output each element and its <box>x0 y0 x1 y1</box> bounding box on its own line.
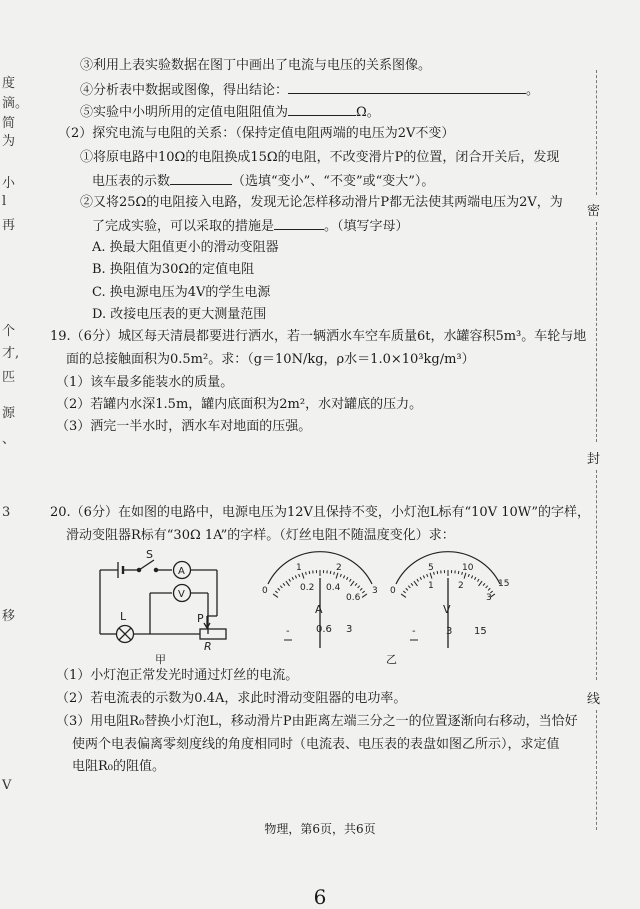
meter-tick <box>408 586 410 588</box>
ammeter-tick-label: 0.4 <box>326 583 341 593</box>
q20-sub-3a: （3）用电阻R₀替换小灯泡L，移动滑片P由距离左端三分之一的位置逐渐向右移动，当恰好 <box>56 714 578 730</box>
label-v: V <box>178 589 185 600</box>
q20-sub-3b: 使两个电表偏离零刻度线的角度相同时（电流表、电压表的表盘如图乙所示），求定值 <box>72 737 560 753</box>
edge-char: 源 <box>2 402 15 421</box>
meter-tick <box>283 583 285 585</box>
meter-tick <box>437 571 438 574</box>
meter-tick <box>343 576 344 579</box>
meter-tick <box>289 579 291 582</box>
q18-line-5 <box>80 103 380 121</box>
edge-char: V <box>2 778 11 793</box>
q19-sub-2: （2）若罐内水深1.5m，罐内底面积为2m²，水对罐底的压力。 <box>56 397 422 413</box>
binding-dashed-line <box>596 222 597 442</box>
meter-tick <box>414 581 418 586</box>
meter-tick <box>309 571 310 574</box>
label-l: L <box>120 610 127 623</box>
voltmeter-tick-label: 10 <box>462 563 474 573</box>
figure <box>90 548 530 666</box>
edge-char: 3 <box>2 505 10 520</box>
voltmeter-dial <box>386 552 509 666</box>
meter-tick <box>334 572 335 575</box>
meter-tick <box>336 573 338 579</box>
rheostat-symbol <box>200 629 226 639</box>
meter-tick <box>477 579 479 582</box>
q18-part-2-2b-text: 了完成实验，可以采取的措施是 <box>92 219 274 234</box>
meter-tick <box>340 574 341 577</box>
page-number: 6 <box>0 885 640 909</box>
meter-tick <box>355 583 357 585</box>
meter-tick <box>362 594 367 598</box>
q19-sub-1: （1）该车最多能装水的质量。 <box>56 375 233 391</box>
meter-tick <box>488 588 490 590</box>
voltmeter-terminal: 3 <box>446 626 452 637</box>
ammeter-tick-label: 0 <box>262 586 268 596</box>
q20-line-2: 滑动变阻器R标有“30Ω 1A”的字样。（灯丝电阻不随温度变化）求： <box>66 528 455 544</box>
q18-line-4: ④分析表中数据或图像，得出结论： 。 <box>80 81 539 99</box>
edge-char: 才, <box>2 342 19 361</box>
q20-sub-1: （1）小灯泡正常发光时通过灯丝的电流。 <box>56 668 298 684</box>
q18-part-2-2b <box>92 217 409 235</box>
label-r: R <box>204 640 212 653</box>
switch-lever <box>139 560 154 570</box>
voltmeter-tick-label: 5 <box>428 563 434 573</box>
voltmeter-tick-label: 1 <box>428 581 434 591</box>
meter-tick <box>427 574 428 577</box>
q18-part-2-1a: ①将原电路中10Ω的电阻换成15Ω的电阻，不改变滑片P的位置，闭合开关后，发现 <box>80 150 559 166</box>
meter-tick <box>458 571 459 574</box>
meter-tick <box>292 577 293 580</box>
meter-tick <box>351 581 355 586</box>
meter-tick <box>486 586 488 588</box>
caption-jia: 甲 <box>155 653 166 666</box>
voltmeter-letter: V <box>443 603 451 616</box>
q20-sub-3c: 电阻R₀的阻值。 <box>72 759 165 775</box>
voltmeter-terminal: 15 <box>474 626 487 637</box>
q19-line-1: 19.（6分）城区每天清晨都要进行洒水，若一辆洒水车空车质量6t，水罐容积5m³。车轮与地 <box>50 329 586 345</box>
edge-char: 个 <box>2 320 15 339</box>
q18-part-2-2c-text: 。（填写字母） <box>324 219 409 234</box>
answer-blank[interactable] <box>288 81 526 94</box>
q18-line-4-text: ④分析表中数据或图像，得出结论： <box>80 83 288 98</box>
edge-char: 滴。 <box>2 92 28 111</box>
answer-blank[interactable] <box>288 103 356 116</box>
voltmeter-tick-label: 15 <box>498 579 509 589</box>
meter-tick <box>401 594 406 598</box>
q18-part-2-1b <box>92 172 434 190</box>
option-a: A. 换最大阻值更小的滑动变阻器 <box>92 240 279 256</box>
q18-part-2: （2）探究电流与电阻的关系：（保持定值电阻两端的电压为2V不变） <box>58 126 454 142</box>
q18-part-2-1c-text: （选填“变小”、“不变”或“变大”）。 <box>232 174 434 189</box>
edge-char: 为 <box>2 130 15 149</box>
ammeter-terminal: 0.6 <box>316 624 332 635</box>
edge-char: 简 <box>2 112 15 131</box>
meter-tick <box>362 591 364 593</box>
ammeter-dial <box>262 552 378 648</box>
q18-line-3: ③利用上表实验数据在图丁中画出了电流与电压的关系图像。 <box>80 58 431 74</box>
edge-char: l <box>2 194 6 209</box>
q20-sub-2: （2）若电流表的示数为0.4A，求此时滑动变阻器的电功率。 <box>56 691 406 707</box>
meter-tick <box>479 581 483 586</box>
ammeter-tick-label: 1 <box>296 563 302 573</box>
binding-dashed-line <box>596 470 597 680</box>
meter-tick <box>411 583 413 585</box>
binding-dashed-line <box>596 70 597 195</box>
meter-tick <box>430 573 432 579</box>
ammeter-terminal: 3 <box>346 624 352 635</box>
meter-tick <box>349 579 351 582</box>
meter-tick <box>299 574 300 577</box>
meter-tick <box>403 591 405 593</box>
voltmeter-tick-label: 3 <box>486 593 492 603</box>
edge-char: 、 <box>2 428 15 447</box>
label-s: S <box>146 548 153 561</box>
binding-dashed-line <box>596 710 597 830</box>
meter-tick <box>302 573 304 579</box>
q18-part-2-1b-text: 电压表的示数 <box>92 174 170 189</box>
circuit-diagram <box>100 560 226 643</box>
edge-char: 小 <box>2 172 15 191</box>
ammeter-tick-label: 0.6 <box>346 593 361 603</box>
q20-line-1: 20.（6分）在如图的电路中，电源电压为12V且保持不变，小灯泡L标有“10V 10W”的字样， <box>50 505 590 521</box>
meter-tick <box>358 586 360 588</box>
ammeter-tick-label: 3 <box>372 586 378 596</box>
answer-blank[interactable] <box>274 217 324 230</box>
q18-line-5-text: ⑤实验中小明所用的定值电阻阻值为 <box>80 105 288 120</box>
meter-tick <box>417 579 419 582</box>
meter-tick <box>275 591 277 593</box>
q18-line-5-unit: Ω。 <box>356 105 380 120</box>
meter-tick <box>330 571 331 574</box>
meter-tick <box>483 583 485 585</box>
label-p: P <box>197 612 204 625</box>
q19-line-2: 面的总接触面积为0.5m²。求：（g＝10N/kg，ρ水＝1.0×10³kg/m³） <box>66 352 475 368</box>
meter-tick <box>471 576 472 579</box>
meter-tick <box>280 586 282 588</box>
edge-char: 度 <box>2 72 15 91</box>
binding-label-xian: 线 <box>587 688 600 707</box>
edge-char: 再 <box>2 214 15 233</box>
meter-tick <box>286 581 290 586</box>
ammeter-tick-label: 2 <box>336 563 342 573</box>
answer-blank[interactable] <box>170 172 232 185</box>
circuit-labels <box>120 548 212 666</box>
voltmeter-terminal: - <box>412 626 416 637</box>
meter-tick <box>273 594 278 598</box>
meter-tick <box>464 573 466 579</box>
q18-part-2-2a: ②又将25Ω的电阻接入电路，发现无论怎样移动滑片P都无法使其两端电压为2V，为 <box>80 195 563 211</box>
q19-sub-3: （3）洒完一半水时，洒水车对地面的压强。 <box>56 419 311 435</box>
binding-label-feng: 封 <box>587 448 600 467</box>
option-c: C. 换电源电压为4V的学生电源 <box>92 285 270 301</box>
page-footer: 物理，第6页，共6页 <box>0 820 640 837</box>
meter-tick <box>346 577 347 580</box>
caption-yi: 乙 <box>386 653 397 666</box>
meter-tick <box>278 588 280 590</box>
meter-tick <box>406 588 408 590</box>
edge-char: 移 <box>2 605 15 624</box>
option-d: D. 改接电压表的更大测量范围 <box>92 307 266 323</box>
meter-tick <box>474 577 475 580</box>
voltmeter-tick-label: 0 <box>390 586 396 596</box>
ammeter-terminal: - <box>286 626 290 637</box>
meter-tick <box>468 574 469 577</box>
label-a: A <box>178 566 185 577</box>
meter-tick <box>295 576 296 579</box>
voltmeter-tick-label: 2 <box>458 581 464 591</box>
ammeter-letter: A <box>315 603 323 616</box>
meter-tick <box>420 577 421 580</box>
option-b: B. 换阻值为30Ω的定值电阻 <box>92 262 254 278</box>
binding-label-mi: 密 <box>587 200 600 219</box>
ammeter-tick-label: 0.2 <box>300 583 314 593</box>
meter-tick <box>306 572 307 575</box>
meter-tick <box>423 576 424 579</box>
meter-tick <box>360 588 362 590</box>
edge-char: 匹 <box>2 366 15 385</box>
